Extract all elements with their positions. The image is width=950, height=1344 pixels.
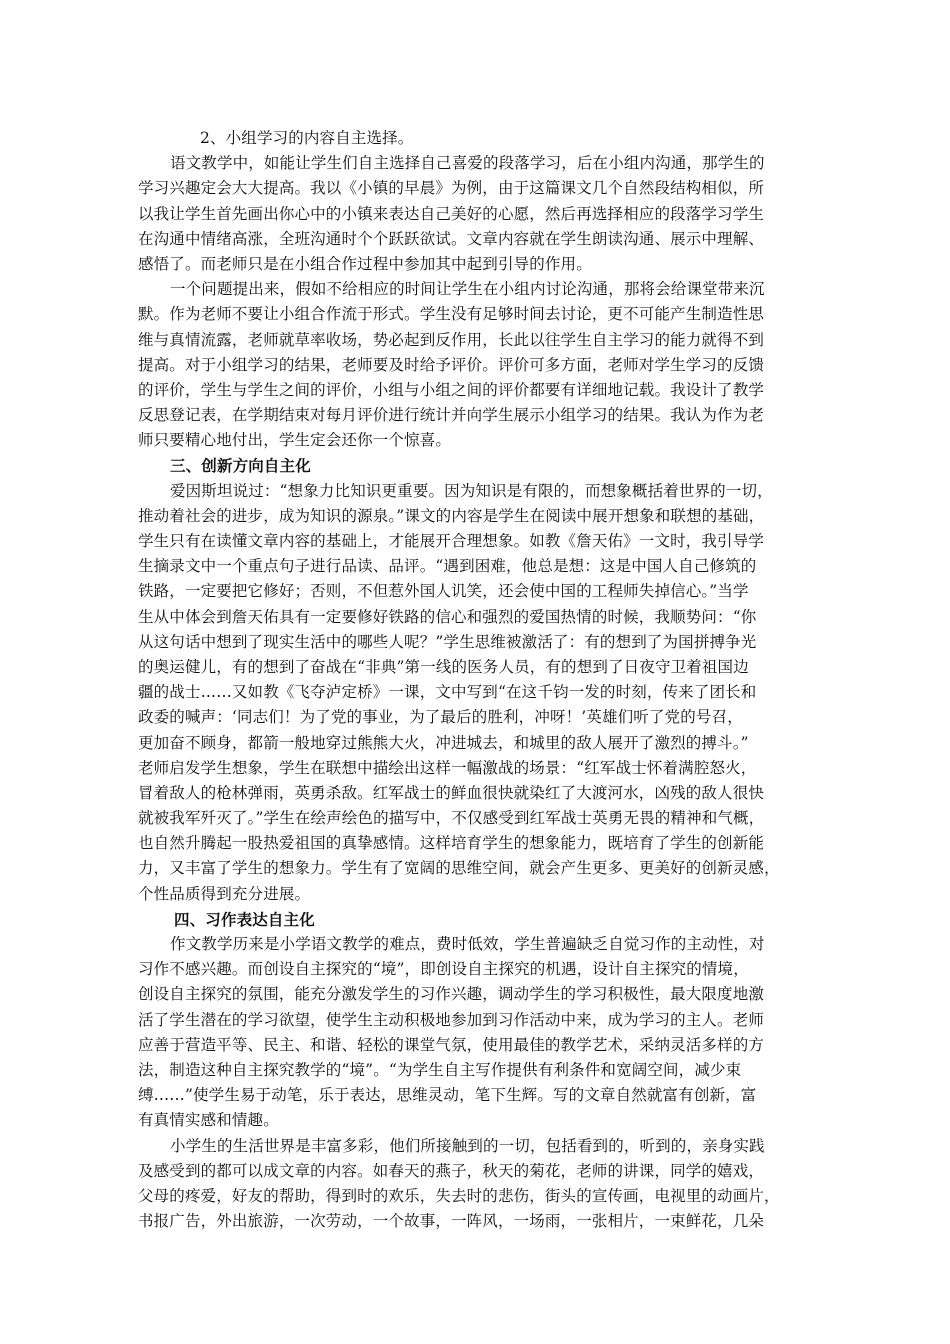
text-line: 以我让学生首先画出你心中的小镇来表达自己美好的心愿，然后再选择相应的段落学习学生 — [138, 204, 765, 223]
text-line: 父母的疼爱，好友的帮助，得到时的欢乐，失去时的悲伤，街头的宣传画，电视里的动画片， — [138, 1186, 780, 1205]
text-line: 维与真情流露，老师就草率收场，势必起到反作用，长此以往学生自主学习的能力就得不到 — [138, 330, 765, 349]
text-line: 也自然升腾起一股热爱祖国的真挚感情。这样培育学生的想象能力，既培育了学生的创新能 — [138, 834, 765, 853]
text-line: 提高。对于小组学习的结果，老师要及时给予评价。评价可多方面，老师对学生学习的反馈 — [138, 355, 765, 374]
text-line: 学习兴趣定会大大提高。我以《小镇的早晨》为例，由于这篇课文几个自然段结构相似，所 — [138, 179, 765, 198]
text-line: 反思登记表，在学期结束对每月评价进行统计并向学生展示小组学习的结果。我认为作为老 — [138, 406, 765, 425]
text-line: 疆的战士……又如教《飞夺泸定桥》一课，文中写到“在这千钧一发的时刻，传来了团长和 — [138, 683, 757, 702]
text-line: 感悟了。而老师只是在小组合作过程中参加其中起到引导的作用。 — [138, 254, 592, 273]
text-line: 在沟通中情绪高涨，全班沟通时个个跃跃欲试。文章内容就在学生朗读沟通、展示中理解、 — [138, 229, 765, 248]
text-line: 学生只有在读懂文章内容的基础上，才能展开合理想象。如教《詹天佑》一文时，我引导学 — [138, 532, 765, 550]
text-line: 及感受到的都可以成文章的内容。如春天的燕子，秋天的菊花，老师的讲课，同学的嬉戏， — [138, 1161, 765, 1180]
text-line: 一个问题提出来，假如不给相应的时间让学生在小组内讨论沟通，那将会给课堂带来沉 — [170, 280, 765, 299]
text-line: 法，制造这种自主探究教学的“境”。“为学生自主写作提供有利条件和宽阔空间，减少束 — [138, 1060, 742, 1079]
text-line: 书报广告，外出旅游，一次劳动，一个故事，一阵风，一场雨，一张相片，一束鲜花，几朵 — [138, 1212, 765, 1231]
text-line: 习作不感兴趣。而创设自主探究的“境”，即创设自主探究的机遇，设计自主探究的情境， — [138, 960, 749, 979]
text-line: 有真情实感和情趣。 — [138, 1111, 279, 1130]
text-line: 2、小组学习的内容自主选择。 — [200, 129, 414, 147]
text-line: 从这句话中想到了现实生活中的哪些人呢？”学生思维被激活了：有的想到了为国拼搏争光 — [138, 632, 757, 651]
text-line: 生摘录文中一个重点句子进行品读、品评。“遇到困难，他总是想：这是中国人自己修筑的 — [138, 557, 757, 576]
text-line: 推动着社会的进步，成为知识的源泉。”课文的内容是学生在阅读中展开想象和联想的基础， — [138, 506, 765, 525]
text-line: 作文教学历来是小学语文教学的难点，费时低效，学生普遍缺乏自觉习作的主动性，对 — [170, 935, 765, 953]
text-line: 活了学生潜在的学习欲望，使学生主动积极地参加到习作活动中来，成为学习的主人。老师 — [138, 1010, 765, 1029]
text-line: 应善于营造平等、民主、和谐、轻松的课堂气氛，使用最佳的教学艺术，采纳灵活多样的方 — [138, 1035, 765, 1054]
text-line: 的奥运健儿，有的想到了奋战在“非典”第一线的医务人员，有的想到了日夜守卫着祖国边 — [138, 657, 749, 676]
text-line: 默。作为老师不要让小组合作流于形式。学生没有足够时间去讨论，更不可能产生制造性思 — [138, 305, 765, 324]
text-line: 的评价，学生与学生之间的评价，小组与小组之间的评价都要有详细地记载。我设计了教学 — [138, 380, 765, 399]
section-heading: 四、习作表达自主化 — [174, 909, 315, 929]
text-line: 个性品质得到充分进展。 — [138, 884, 311, 903]
text-line: 政委的喊声：‘同志们！为了党的事业，为了最后的胜利，冲呀！’英雄们听了党的号召， — [138, 708, 743, 727]
text-line: 小学生的生活世界是丰富多彩，他们所接触到的一切，包括看到的，听到的，亲身实践 — [170, 1136, 765, 1155]
text-line: 生从中体会到詹天佑具有一定要修好铁路的信心和强烈的爱国热情的时候，我顺势问：“你 — [138, 607, 757, 626]
text-line: 爱因斯坦说过：“想象力比知识更重要。因为知识是有限的，而想象概括着世界的一切， — [170, 481, 773, 500]
text-line: 缚……”使学生易于动笔，乐于表达，思维灵动，笔下生辉。写的文章自然就富有创新，富 — [138, 1086, 757, 1105]
text-line: 创设自主探究的氛围，能充分激发学生的习作兴趣，调动学生的学习积极性，最大限度地激 — [138, 985, 765, 1004]
document-page — [138, 126, 828, 1234]
text-line: 就被我军歼灭了。”学生在绘声绘色的描写中，不仅感受到红军战士英勇无畏的精神和气概， — [138, 809, 765, 828]
text-line: 师只要精心地付出，学生定会还你一个惊喜。 — [138, 431, 452, 450]
text-line: 更加奋不顾身，都箭一般地穿过熊熊大火，冲进城去，和城里的敌人展开了激烈的搏斗。” — [138, 733, 749, 752]
text-line: 语文教学中，如能让学生们自主选择自己喜爱的段落学习，后在小组内沟通，那学生的 — [170, 154, 765, 173]
text-line: 老师启发学生想象，学生在联想中描绘出这样一幅激战的场景：“红军战士怀着满腔怒火， — [138, 758, 757, 777]
text-line: 冒着敌人的枪林弹雨，英勇杀敌。红军战士的鲜血很快就染红了大渡河水，凶残的敌人很快 — [138, 783, 765, 802]
section-heading: 三、创新方向自主化 — [170, 456, 311, 476]
text-line: 铁路，一定要把它修好；否则，不但惹外国人讥笑，还会使中国的工程师失掉信心。”当学 — [138, 582, 749, 601]
text-line: 力，又丰富了学生的想象力。学生有了宽阔的思维空间，就会产生更多、更美好的创新灵感， — [138, 859, 780, 878]
